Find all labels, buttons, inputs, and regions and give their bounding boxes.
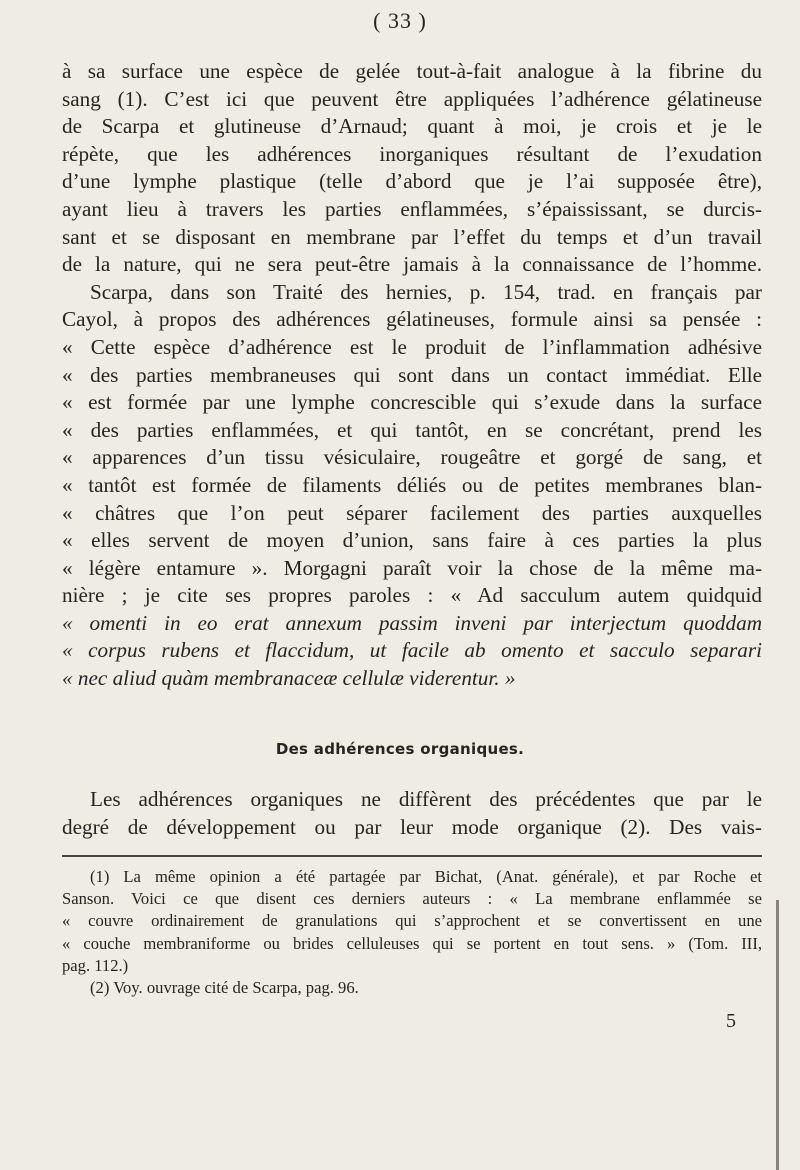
page-edge-shadow: [776, 900, 779, 1170]
footnote-line: « couche membraniforme ou brides celluleuses qui se portent en tout sens. » (Tom. III,: [62, 933, 762, 953]
latin-quote-line: « corpus rubens et flaccidum, ut facile ab omento et sacculo separari: [62, 638, 762, 663]
text-line: « légère entamure ». Morgagni paraît voir la chose de la même ma-: [62, 555, 762, 580]
text-line: de la nature, qui ne sera peut-être jamais à la connaissance de l’homme.: [62, 252, 762, 277]
signature-mark: 5: [726, 1010, 736, 1032]
text-line: Scarpa, dans son Traité des hernies, p. 154, trad. en français par: [90, 279, 762, 304]
text-line: « des parties membraneuses qui sont dans un contact immédiat. Elle: [62, 362, 762, 387]
footnote-divider: [62, 855, 762, 857]
main-paragraph: [62, 58, 762, 693]
footnote-line: (1) La même opinion a été partagée par Bichat, (Anat. générale), et par Roche et: [90, 867, 762, 886]
text-line: « elles servent de moyen d’union, sans faire à ces parties la plus: [62, 528, 762, 553]
text-line: « des parties enflammées, et qui tantôt, en se concrétant, prend les: [62, 417, 762, 442]
text-line: « Cette espèce d’adhérence est le produit de l’inflammation adhésive: [62, 334, 762, 359]
text-line: nière ; je cite ses propres paroles : « Ad sacculum autem quidquid: [62, 583, 762, 608]
footnotes: [62, 866, 762, 999]
second-paragraph: [62, 786, 762, 841]
latin-quote-line: « nec aliud quàm membranaceæ cellulæ viderentur. »: [62, 666, 516, 691]
footnote-line: « couvre ordinairement de granulations qui s’approchent et se convertissent en une: [62, 911, 762, 931]
text-line: « tantôt est formée de filaments déliés ou de petites membranes blan-: [62, 472, 762, 497]
text-line: « châtres que l’on peut séparer facilement des parties auxquelles: [62, 500, 762, 525]
text-line: ayant lieu à travers les parties enflammées, s’épaississant, se durcis-: [62, 196, 762, 221]
text-line: degré de développement ou par leur mode organique (2). Des vais-: [62, 814, 762, 839]
text-line: Cayol, à propos des adhérences gélatineuses, formule ainsi sa pensée :: [62, 307, 762, 332]
footnote-line: pag. 112.): [62, 955, 129, 975]
text-line: à sa surface une espèce de gelée tout-à-fait analogue à la fibrine du: [62, 59, 762, 83]
text-line: Les adhérences organiques ne diffèrent des précédentes que par le: [90, 787, 762, 811]
footnote-line: Sanson. Voici ce que disent ces derniers auteurs : « La membrane enflammée se: [62, 889, 762, 909]
text-line: sant et se disposant en membrane par l’effet du temps et d’un travail: [62, 224, 762, 249]
page-number: ( 33 ): [373, 8, 427, 33]
text-line: d’une lymphe plastique (telle d’abord que je l’ai supposée être),: [62, 169, 762, 194]
text-line: de Scarpa et glutineuse d’Arnaud; quant à moi, je crois et je le: [62, 114, 762, 139]
text-line: répète, que les adhérences inorganiques résultant de l’exudation: [62, 141, 762, 166]
section-heading: Des adhérences organiques.: [275, 740, 525, 758]
latin-quote-line: « omenti in eo erat annexum passim inveni par interjectum quoddam: [62, 610, 762, 635]
text-line: « est formée par une lymphe concrescible qui s’exude dans la surface: [62, 390, 762, 415]
text-line: « apparences d’un tissu vésiculaire, rougeâtre et gorgé de sang, et: [62, 445, 762, 470]
footnote-line: (2) Voy. ouvrage cité de Scarpa, pag. 96.: [90, 977, 359, 997]
text-line: sang (1). C’est ici que peuvent être appliquées l’adhérence gélatineuse: [62, 86, 762, 111]
